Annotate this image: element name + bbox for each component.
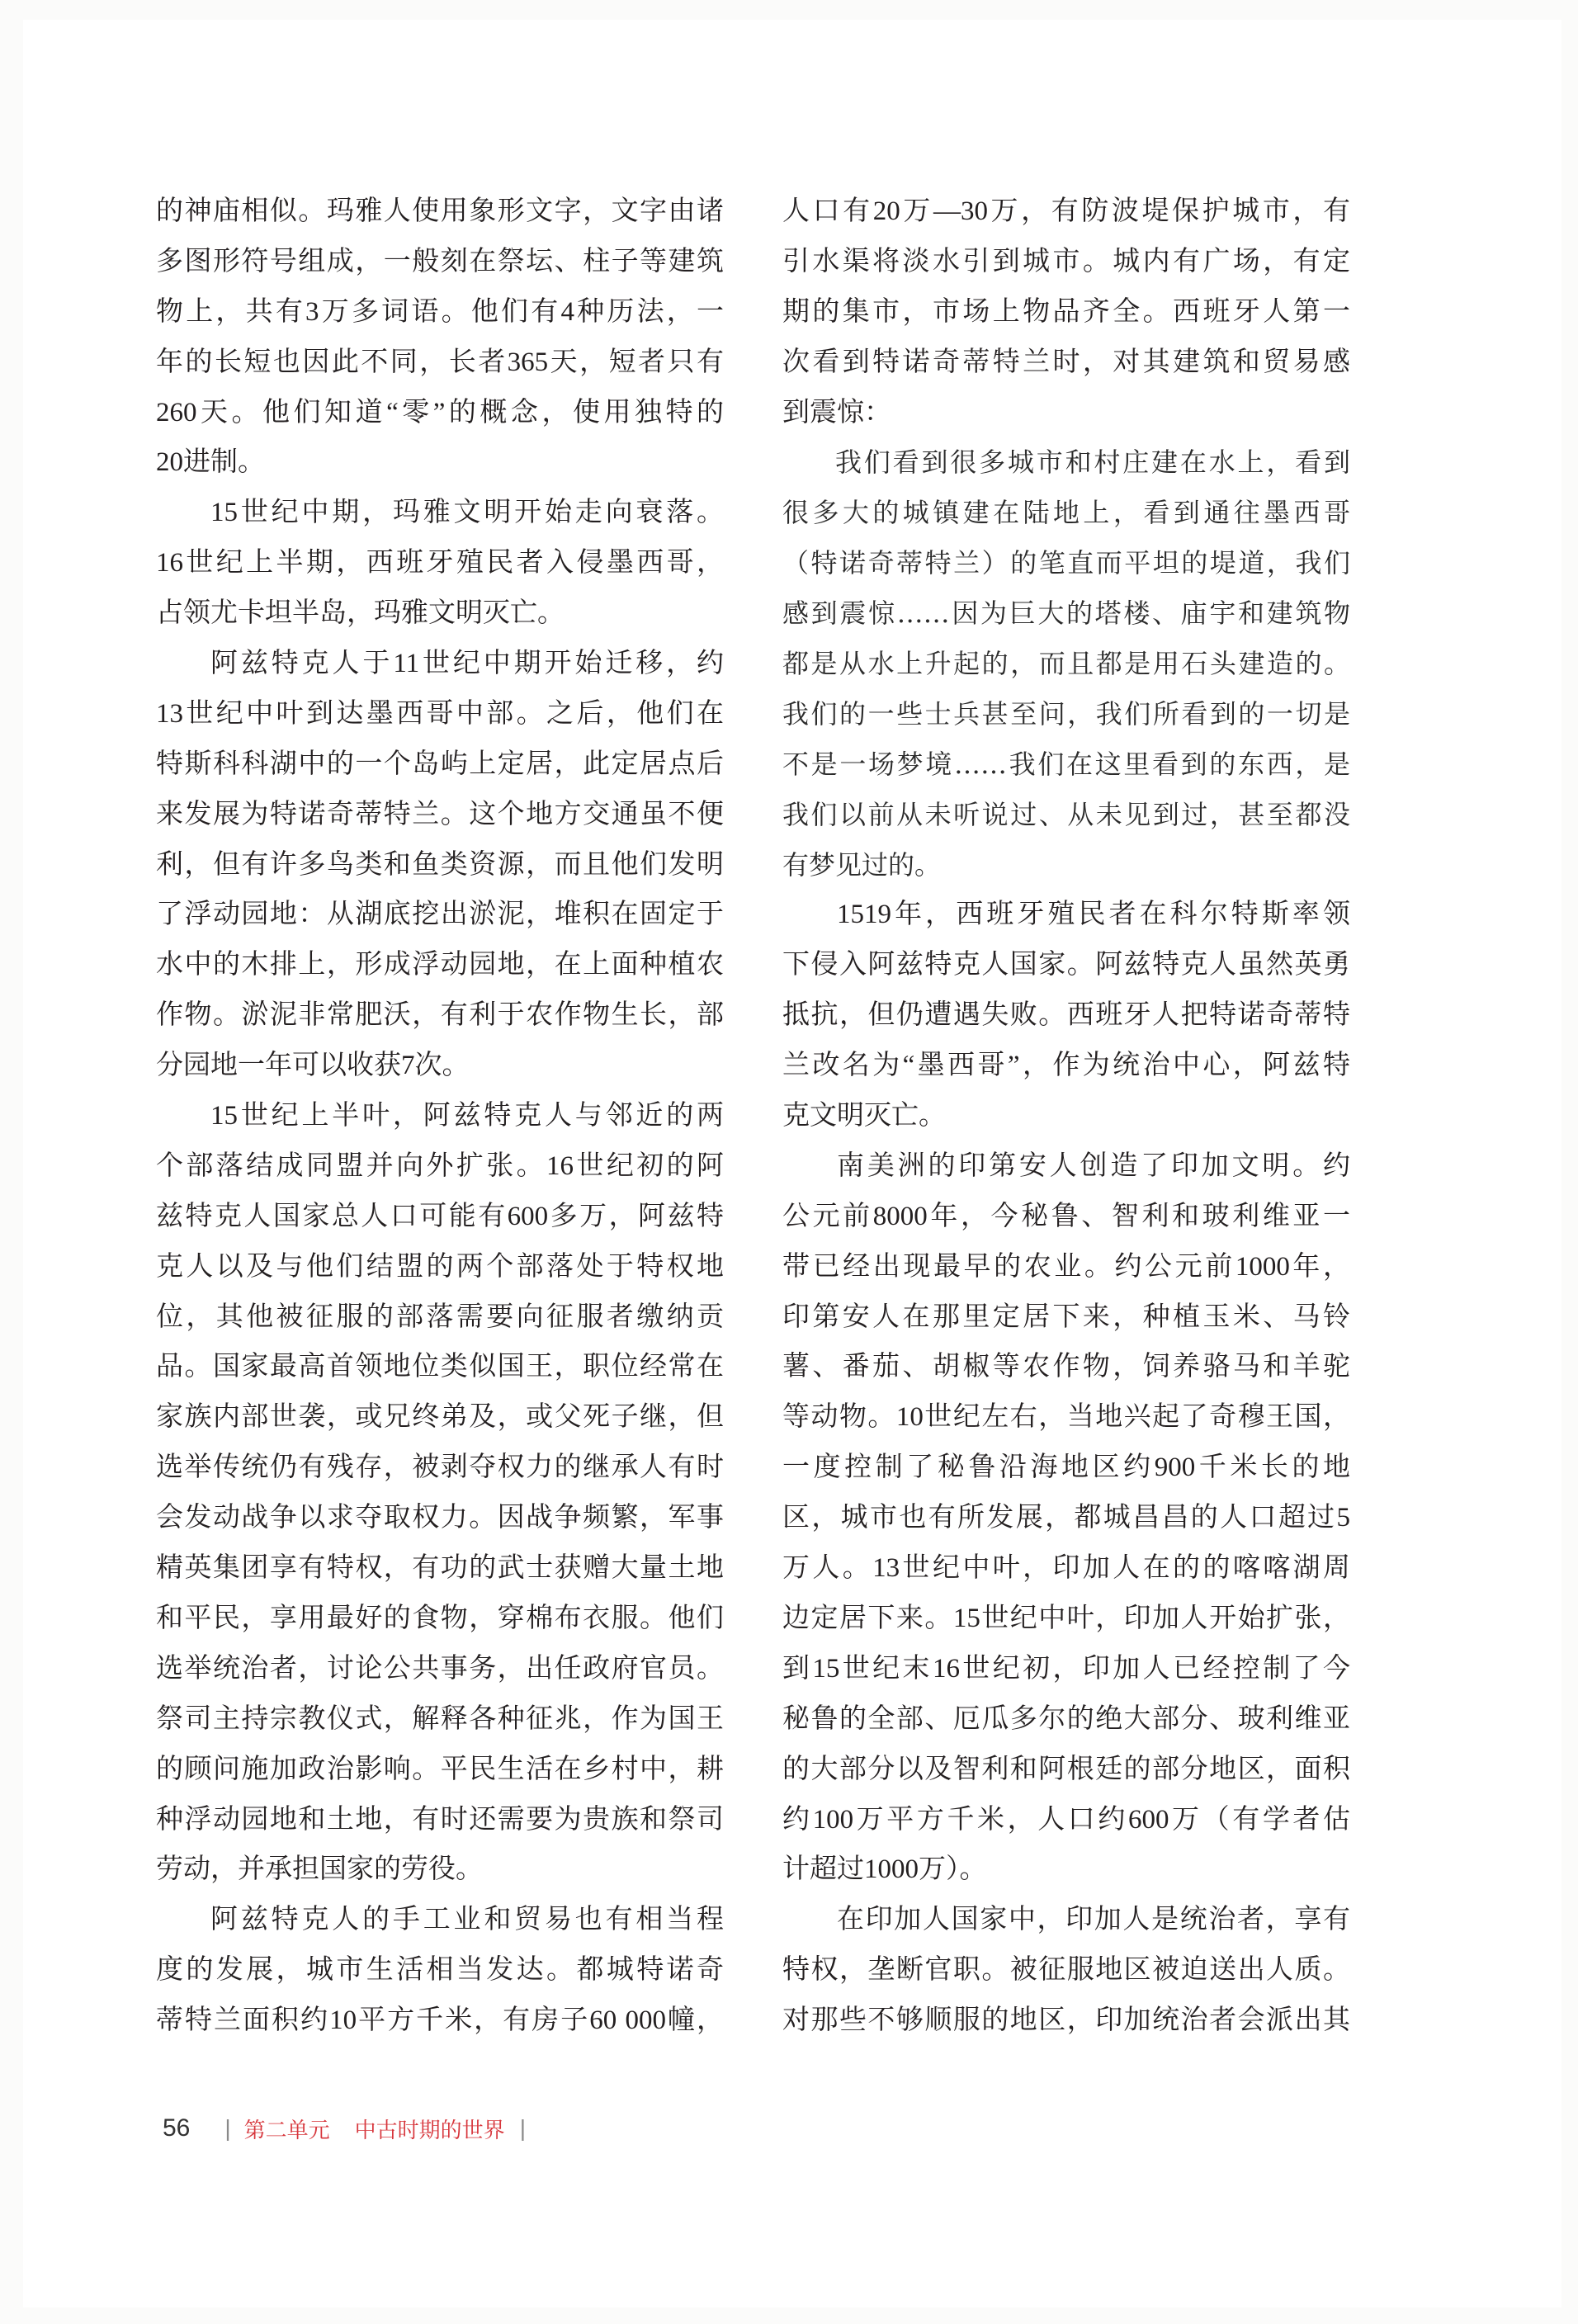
quote-line: 有梦见过的。 xyxy=(782,848,942,881)
text-line: 选举统治者，讨论公共事务，出任政府官员。 xyxy=(156,1653,724,1684)
text-line: 精英集团享有特权，有功的武士获赠大量土地 xyxy=(156,1553,724,1584)
text-line: 选举传统仍有残存，被剥夺权力的继承人有时 xyxy=(156,1452,724,1483)
text-line: 多图形符号组成，一般刻在祭坛、柱子等建筑 xyxy=(156,246,724,276)
text-line: 位，其他被征服的部落需要向征服者缴纳贡 xyxy=(156,1301,724,1332)
text-line: 万人。13世纪中叶，印加人在的的喀喀湖周 xyxy=(782,1553,1350,1584)
text-line: 的大部分以及智利和阿根廷的部分地区，面积 xyxy=(782,1754,1350,1784)
quote-line: 很多大的城镇建在陆地上，看到通往墨西哥 xyxy=(782,497,1350,529)
text-line: 分园地一年可以收获7次。 xyxy=(156,1051,470,1081)
text-line: 蒂特兰面积约10平方千米，有房子60 000幢， xyxy=(156,2005,724,2036)
footer-separator: | xyxy=(519,2115,526,2141)
text-line: 260天。他们知道“零”的概念，使用独特的 xyxy=(156,397,724,427)
text-line: 到15世纪末16世纪初，印加人已经控制了今 xyxy=(782,1653,1350,1684)
unit-title: 第二单元 xyxy=(243,2117,330,2142)
paragraph xyxy=(156,488,724,639)
quote-line: 我们看到很多城市和村庄建在水上，看到 xyxy=(835,446,1350,479)
text-line: 的顾问施加政治影响。平民生活在乡村中，耕 xyxy=(156,1754,724,1784)
quote-line: （特诺奇蒂特兰）的笔直而平坦的堤道，我们 xyxy=(782,547,1350,579)
quote-line: 我们以前从未听说过、从未见到过，甚至都没 xyxy=(782,798,1350,830)
left-column xyxy=(156,187,724,2046)
text-line: 阿兹特克人的手工业和贸易也有相当程 xyxy=(210,1905,724,1935)
text-line: 的神庙相似。玛雅人使用象形文字，文字由诸 xyxy=(156,196,724,226)
text-line: 印第安人在那里定居下来，种植玉米、马铃 xyxy=(782,1301,1350,1332)
section-title: 中古时期的世界 xyxy=(354,2117,505,2142)
text-line: 度的发展，城市生活相当发达。都城特诺奇 xyxy=(156,1955,724,1986)
text-line: 秘鲁的全部、厄瓜多尔的绝大部分、玻利维亚 xyxy=(782,1703,1350,1734)
paragraph xyxy=(782,1895,1350,2046)
paragraph xyxy=(156,1091,724,1895)
text-line: 计超过1000万）。 xyxy=(782,1854,987,1885)
text-line: 家族内部世袭，或兄终弟及，或父死子继，但 xyxy=(156,1402,724,1433)
text-line: 作物。淤泥非常肥沃，有利于农作物生长，部 xyxy=(156,1000,724,1031)
text-line: 15世纪上半叶，阿兹特克人与邻近的两 xyxy=(210,1101,724,1131)
text-line: 兰改名为“墨西哥”，作为统治中心，阿兹特 xyxy=(782,1051,1350,1081)
text-line: 约100万平方千米，人口约600万（有学者估 xyxy=(782,1804,1350,1835)
text-line: 下侵入阿兹特克人国家。阿兹特克人虽然英勇 xyxy=(782,950,1350,980)
text-line: 公元前8000年，今秘鲁、智利和玻利维亚一 xyxy=(782,1201,1350,1231)
text-line: 和平民，享用最好的食物，穿棉布衣服。他们 xyxy=(156,1603,724,1633)
text-line: 阿兹特克人于11世纪中期开始迁移，约 xyxy=(210,649,724,679)
quote-line: 都是从水上升起的，而且都是用石头建造的。 xyxy=(782,648,1350,680)
text-line: 在印加人国家中，印加人是统治者，享有 xyxy=(837,1905,1350,1935)
text-line: 等动物。10世纪左右，当地兴起了奇穆王国， xyxy=(782,1402,1350,1433)
paragraph xyxy=(782,890,1350,1141)
text-line: 薯、番茄、胡椒等农作物，饲养骆马和羊驼 xyxy=(782,1352,1350,1382)
paragraph xyxy=(782,187,1350,437)
text-line: 了浮动园地：从湖底挖出淤泥，堆积在固定于 xyxy=(156,900,724,930)
text-line: 会发动战争以求夺取权力。因战争频繁，军事 xyxy=(156,1503,724,1533)
right-column xyxy=(782,187,1350,2046)
page-footer xyxy=(163,2109,526,2147)
text-line: 来发展为特诺奇蒂特兰。这个地方交通虽不便 xyxy=(156,799,724,829)
text-line: 区，城市也有所发展，都城昌昌的人口超过5 xyxy=(782,1503,1350,1533)
paragraph xyxy=(782,1141,1350,1895)
page-number: 56 xyxy=(163,2114,191,2142)
text-line: 20进制。 xyxy=(156,447,265,478)
quote-line: 感到震惊……因为巨大的塔楼、庙宇和建筑物 xyxy=(782,598,1350,630)
text-line: 个部落结成同盟并向外扩张。16世纪初的阿 xyxy=(156,1150,724,1181)
text-line: 兹特克人国家总人口可能有600多万，阿兹特 xyxy=(156,1201,724,1231)
text-line: 对那些不够顺服的地区，印加统治者会派出其 xyxy=(782,2005,1350,2036)
text-line: 克人以及与他们结盟的两个部落处于特权地 xyxy=(156,1251,724,1282)
paragraph xyxy=(156,639,724,1091)
paragraph xyxy=(156,187,724,488)
text-line: 1519年，西班牙殖民者在科尔特斯率领 xyxy=(837,900,1350,930)
text-line: 引水渠将淡水引到城市。城内有广场，有定 xyxy=(782,246,1350,276)
text-line: 抵抗，但仍遭遇失败。西班牙人把特诺奇蒂特 xyxy=(782,1000,1350,1031)
text-line: 南美洲的印第安人创造了印加文明。约 xyxy=(837,1150,1350,1181)
text-line: 特权，垄断官职。被征服地区被迫送出人质。 xyxy=(782,1955,1350,1986)
text-line: 15世纪中期，玛雅文明开始走向衰落。 xyxy=(210,498,724,528)
text-line: 劳动，并承担国家的劳役。 xyxy=(156,1854,483,1885)
text-line: 次看到特诺奇蒂特兰时，对其建筑和贸易感 xyxy=(782,347,1350,377)
text-line: 占领尤卡坦半岛，玛雅文明灭亡。 xyxy=(156,598,565,629)
quote-line: 我们的一些士兵甚至问，我们所看到的一切是 xyxy=(782,697,1350,730)
text-line: 带已经出现最早的农业。约公元前1000年， xyxy=(782,1251,1350,1282)
text-line: 祭司主持宗教仪式，解释各种征兆，作为国王 xyxy=(156,1703,724,1734)
footer-separator: | xyxy=(224,2115,231,2141)
text-line: 期的集市，市场上物品齐全。西班牙人第一 xyxy=(782,296,1350,327)
quote-line: 不是一场梦境……我们在这里看到的东西，是 xyxy=(782,748,1350,780)
text-line: 13世纪中叶到达墨西哥中部。之后，他们在 xyxy=(156,698,724,729)
text-line: 物上，共有3万多词语。他们有4种历法，一 xyxy=(156,296,724,327)
text-line: 一度控制了秘鲁沿海地区约900千米长的地 xyxy=(782,1452,1350,1483)
text-line: 特斯科科湖中的一个岛屿上定居，此定居点后 xyxy=(156,749,724,779)
text-line: 年的长短也因此不同，长者365天，短者只有 xyxy=(156,347,724,377)
text-line: 种浮动园地和土地，有时还需要为贵族和祭司 xyxy=(156,1804,724,1835)
paragraph xyxy=(156,1895,724,2046)
text-line: 16世纪上半期，西班牙殖民者入侵墨西哥， xyxy=(156,548,724,579)
block-quote xyxy=(782,437,1350,890)
text-line: 边定居下来。15世纪中叶，印加人开始扩张， xyxy=(782,1603,1350,1633)
text-line: 品。国家最高首领地位类似国王，职位经常在 xyxy=(156,1352,724,1382)
text-line: 水中的木排上，形成浮动园地，在上面种植农 xyxy=(156,950,724,980)
text-line: 到震惊： xyxy=(782,397,891,427)
text-line: 克文明灭亡。 xyxy=(782,1101,946,1131)
text-line: 人口有20万—30万，有防波堤保护城市，有 xyxy=(782,196,1350,226)
text-line: 利，但有许多鸟类和鱼类资源，而且他们发明 xyxy=(156,849,724,880)
